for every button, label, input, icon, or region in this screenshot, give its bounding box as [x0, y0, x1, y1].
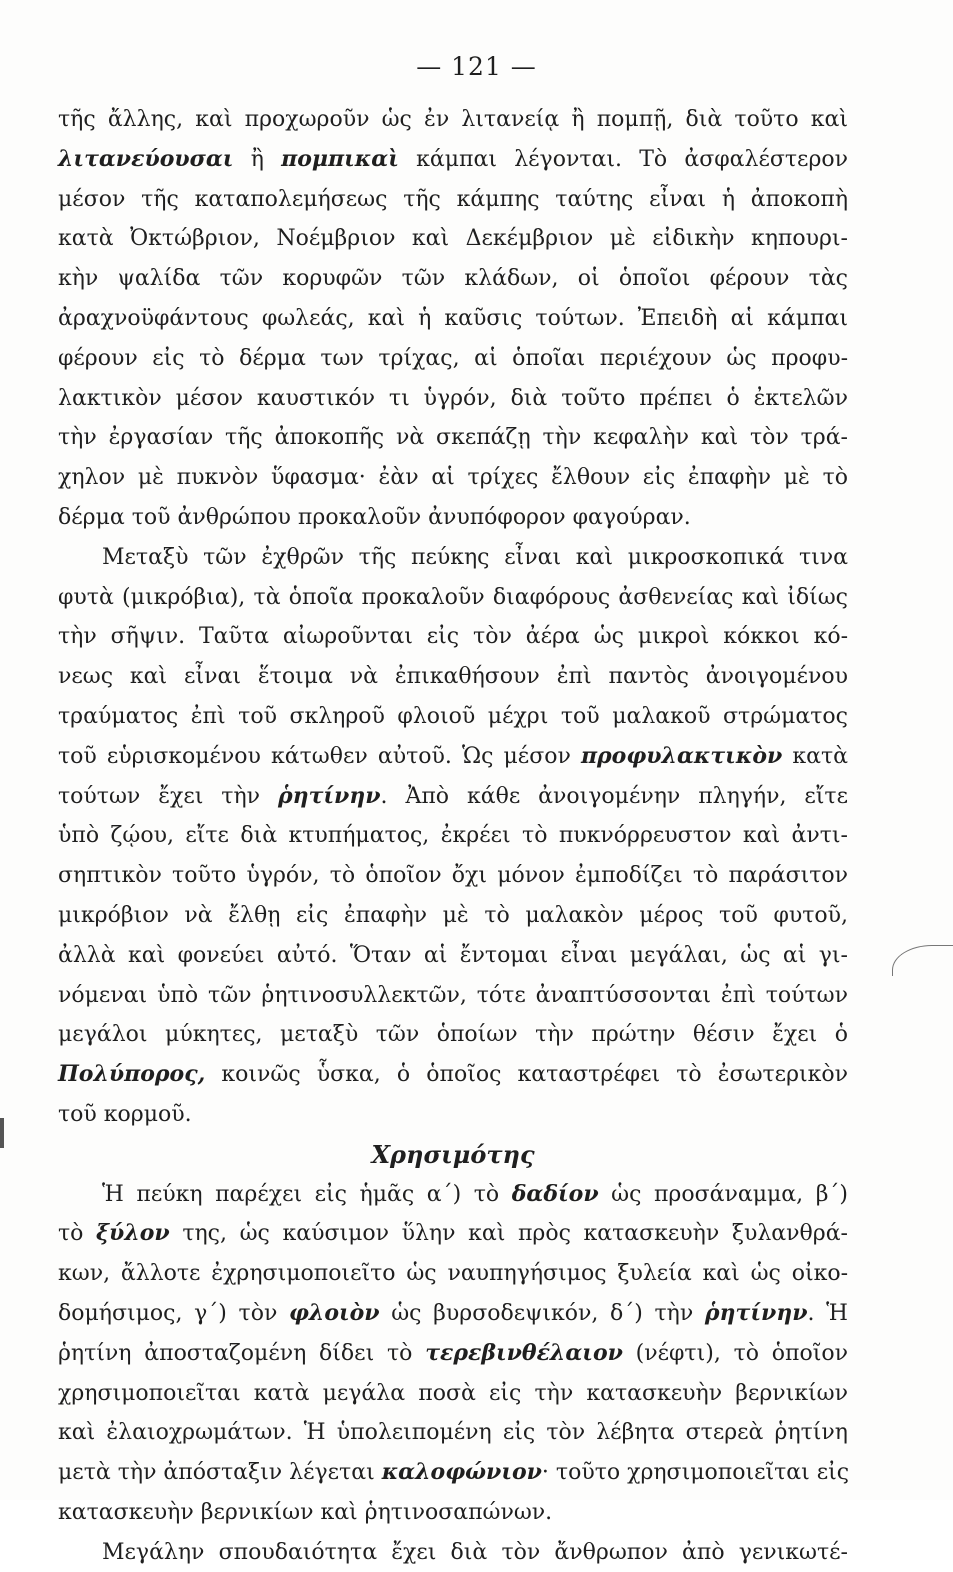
margin-mark	[0, 1118, 4, 1148]
text-line: χρησιμοποιεῖται κατὰ μεγάλα ποσὰ εἰς τὴν κατασκευὴν βερνικίων	[58, 1380, 848, 1406]
text-line	[58, 1334, 848, 1374]
text-span: κάμπαι λέγονται. Τὸ ἀσφαλέστερον	[398, 146, 849, 172]
term-floion: φλοιὸν	[288, 1299, 380, 1326]
text-line: τὴν σῆψιν. Ταῦτα αἰωροῦνται εἰς τὸν ἀέρα ὡς μικροὶ κόκκοι κό-	[58, 624, 848, 650]
text-span: ὡς προσάναμμα, β΄)	[598, 1181, 848, 1207]
text-line: τῆς ἄλλης, καὶ προχωροῦν ὡς ἐν λιτανείᾳ ἢ πομπῇ, διὰ τοῦτο καὶ	[58, 107, 848, 132]
text-line: ὑπὸ ζῴου, εἴτε διὰ κτυπήματος, ἐκρέει τὸ πυκνόρρευστον καὶ ἀντι-	[58, 823, 848, 849]
text-line: νεως καὶ εἶναι ἕτοιμα νὰ ἐπικαθήσουν ἐπὶ παντὸς ἀνοιγομένου	[58, 664, 848, 690]
term-litaneuousai: λιτανεύουσαι	[58, 145, 234, 172]
text-line	[58, 1294, 848, 1334]
text-span: μετὰ τὴν ἀπόσταξιν λέγεται	[58, 1460, 382, 1486]
text-line: τὴν ἐργασίαν τῆς ἀποκοπῆς νὰ σκεπάζῃ τὴν κεφαλὴν καὶ τὸν τρά-	[58, 425, 848, 451]
margin-curve	[892, 945, 953, 976]
text-span: ῥητίνη ἀποσταζομένη δίδει τὸ	[58, 1340, 426, 1366]
text-span: δομήσιμος, γ΄) τὸν	[58, 1300, 289, 1326]
text-span: · τοῦτο χρησιμοποιεῖται εἰς	[541, 1460, 850, 1486]
text-line: σηπτικὸν τοῦτο ὑγρόν, τὸ ὁποῖον ὄχι μόνον ἐμποδίζει τὸ παράσιτον	[58, 863, 848, 889]
text-line: Μεταξὺ τῶν ἐχθρῶν τῆς πεύκης εἶναι καὶ μικροσκοπικά τινα	[102, 544, 848, 570]
term-xylon: ξύλον	[96, 1220, 170, 1247]
text-line	[58, 1453, 848, 1493]
text-line: δέρμα τοῦ ἀνθρώπου προκαλοῦν ἀνυπόφορον φαγούραν.	[58, 504, 691, 530]
text-span: κοινῶς ὗσκα, ὁ ὁποῖος καταστρέφει τὸ ἐσωτερικὸν	[205, 1062, 848, 1088]
text-span: (νέφτι), τὸ ὁποῖον	[622, 1340, 848, 1366]
text-line	[58, 1214, 848, 1254]
text-line: ἀλλὰ καὶ φονεύει αὐτό. Ὅταν αἱ ἔντομαι εἶναι μεγάλαι, ὡς αἱ γι-	[58, 942, 848, 968]
text-line: φέρουν εἰς τὸ δέρμα των τρίχας, αἱ ὁποῖαι περιέχουν ὡς προφυ-	[58, 345, 848, 371]
term-pompikai: πομπικαὶ	[281, 145, 399, 172]
text-line: καὶ ἐλαιοχρωμάτων. Ἡ ὑπολειπομένη εἰς τὸν λέβητα στερεὰ ῥητίνη	[58, 1420, 848, 1446]
body-text	[58, 100, 848, 1572]
text-line	[58, 1055, 848, 1095]
text-span: ἢ	[233, 146, 282, 172]
text-span: κατὰ	[782, 743, 848, 769]
text-line: κατασκευὴν βερνικίων καὶ ῥητινοσαπώνων.	[58, 1499, 553, 1525]
text-span: της, ὡς καύσιμον ὕλην καὶ πρὸς κατασκευὴν ξυλανθρά-	[169, 1221, 848, 1247]
text-span: Ἡ πεύκη παρέχει εἰς ἡμᾶς α΄) τὸ	[102, 1181, 512, 1207]
term-kalofonion: καλοφώνιον	[381, 1459, 542, 1486]
text-line: ἀραχνοϋφάντους φωλεάς, καὶ ἡ καῦσις τούτων. Ἐπειδὴ αἱ κάμπαι	[58, 305, 848, 331]
text-span: τὸ	[58, 1221, 97, 1247]
text-span: . Ἀπὸ κάθε ἀνοιγομένην πληγήν, εἴτε	[380, 783, 848, 809]
text-span: τούτων ἔχει τὴν	[58, 783, 278, 809]
text-line: Μεγάλην σπουδαιότητα ἔχει διὰ τὸν ἄνθρωπον ἀπὸ γενικωτέ-	[102, 1539, 848, 1565]
text-line: κατὰ Ὀκτώβριον, Νοέμβριον καὶ Δεκέμβριον μὲ εἰδικὴν κηπουρι-	[58, 226, 848, 252]
text-span: ὡς βυρσοδεψικόν, δ΄) τὴν	[379, 1300, 705, 1326]
text-line: λακτικὸν μέσον καυστικόν τι ὑγρόν, διὰ τοῦτο πρέπει ὁ ἐκτελῶν	[58, 385, 848, 411]
term-profylaktikon: προφυλακτικὸν	[580, 742, 783, 769]
text-line: τοῦ κορμοῦ.	[58, 1101, 192, 1127]
text-span: τοῦ εὑρισκομένου κάτωθεν αὐτοῦ. Ὡς μέσον	[58, 743, 581, 769]
text-line	[58, 140, 848, 180]
text-line	[58, 777, 848, 817]
term-terebinthelaion: τερεβινθέλαιον	[425, 1339, 623, 1366]
text-line: μεγάλοι μύκητες, μεταξὺ τῶν ὁποίων τὴν πρώτην θέσιν ἔχει ὁ	[58, 1022, 848, 1048]
text-line: μικρόβιον νὰ ἔλθῃ εἰς ἐπαφὴν μὲ τὸ μαλακὸν μέρος τοῦ φυτοῦ,	[58, 902, 848, 928]
term-dadion: δαδίον	[511, 1180, 599, 1207]
term-polyporos: Πολύπορος,	[58, 1061, 206, 1088]
text-line: νόμεναι ὑπὸ τῶν ῥητινοσυλλεκτῶν, τότε ἀναπτύσσονται ἐπὶ τούτων	[58, 982, 848, 1008]
text-line: κων, ἄλλοτε ἐχρησιμοποιεῖτο ὡς ναυπηγήσιμος ξυλεία καὶ ὡς οἰκο-	[58, 1261, 848, 1287]
text-line: φυτὰ (μικρόβια), τὰ ὁποῖα προκαλοῦν διαφόρους ἀσθενείας καὶ ἰδίως	[58, 584, 848, 610]
text-line: χηλον μὲ πυκνὸν ὕφασμα· ἐὰν αἱ τρίχες ἔλθουν εἰς ἐπαφὴν μὲ τὸ	[58, 465, 848, 491]
text-line	[58, 1175, 848, 1215]
term-rhitinin-2: ῥητίνην	[704, 1299, 808, 1326]
section-heading: Χρησιμότης	[371, 1139, 535, 1169]
text-line	[58, 737, 848, 777]
text-line: μέσον τῆς καταπολεμήσεως τῆς κάμπης ταύτης εἶναι ἡ ἀποκοπὴ	[58, 186, 848, 212]
term-rhitinin: ῥητίνην	[277, 782, 381, 809]
text-line: τραύματος ἐπὶ τοῦ σκληροῦ φλοιοῦ μέχρι τοῦ μαλακοῦ στρώματος	[58, 703, 848, 729]
text-span: . Ἡ	[807, 1300, 848, 1326]
page-number: — 121 —	[416, 52, 537, 81]
text-line: κὴν ψαλίδα τῶν κορυφῶν τῶν κλάδων, οἱ ὁποῖοι φέρουν τὰς	[58, 266, 848, 292]
